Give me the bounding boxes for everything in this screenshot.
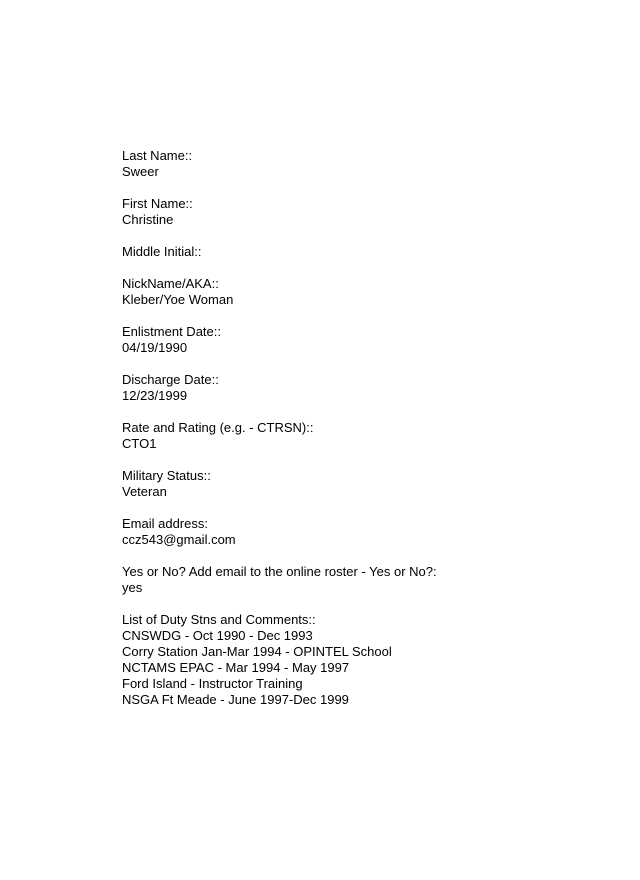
field-discharge-date [122,372,602,404]
field-label: Yes or No? Add email to the online roster - Yes or No?: [122,564,437,579]
field-enlistment-date [122,324,602,356]
duty-station-item: Corry Station Jan-Mar 1994 - OPINTEL School [122,644,392,659]
field-label: Last Name:: [122,148,193,163]
field-label: Email address: [122,516,208,531]
field-label: Discharge Date:: [122,372,219,387]
field-label: List of Duty Stns and Comments:: [122,612,316,627]
field-first-name [122,196,602,228]
duty-station-item: NSGA Ft Meade - June 1997-Dec 1999 [122,692,349,707]
duty-station-item: NCTAMS EPAC - Mar 1994 - May 1997 [122,660,350,675]
field-value: Veteran [122,484,167,499]
duty-station-item: Ford Island - Instructor Training [122,676,303,691]
field-email [122,516,602,548]
duty-station-item: CNSWDG - Oct 1990 - Dec 1993 [122,628,313,643]
document-body [122,148,602,724]
field-label: Middle Initial:: [122,244,202,259]
field-label: Rate and Rating (e.g. - CTRSN):: [122,420,314,435]
field-rate-rating [122,420,602,452]
field-value: yes [122,580,143,595]
field-value: Christine [122,212,174,227]
field-military-status [122,468,602,500]
field-label: First Name:: [122,196,193,211]
field-middle-initial [122,244,602,260]
field-duty-stations [122,612,602,708]
field-value: 12/23/1999 [122,388,188,403]
field-value: Kleber/Yoe Woman [122,292,234,307]
field-label: Military Status:: [122,468,211,483]
field-label: Enlistment Date:: [122,324,221,339]
field-label: NickName/AKA:: [122,276,219,291]
field-last-name [122,148,602,180]
field-roster-optin [122,564,602,596]
field-value: CTO1 [122,436,157,451]
field-nickname [122,276,602,308]
field-value: Sweer [122,164,159,179]
field-value: ccz543@gmail.com [122,532,236,547]
field-value: 04/19/1990 [122,340,188,355]
